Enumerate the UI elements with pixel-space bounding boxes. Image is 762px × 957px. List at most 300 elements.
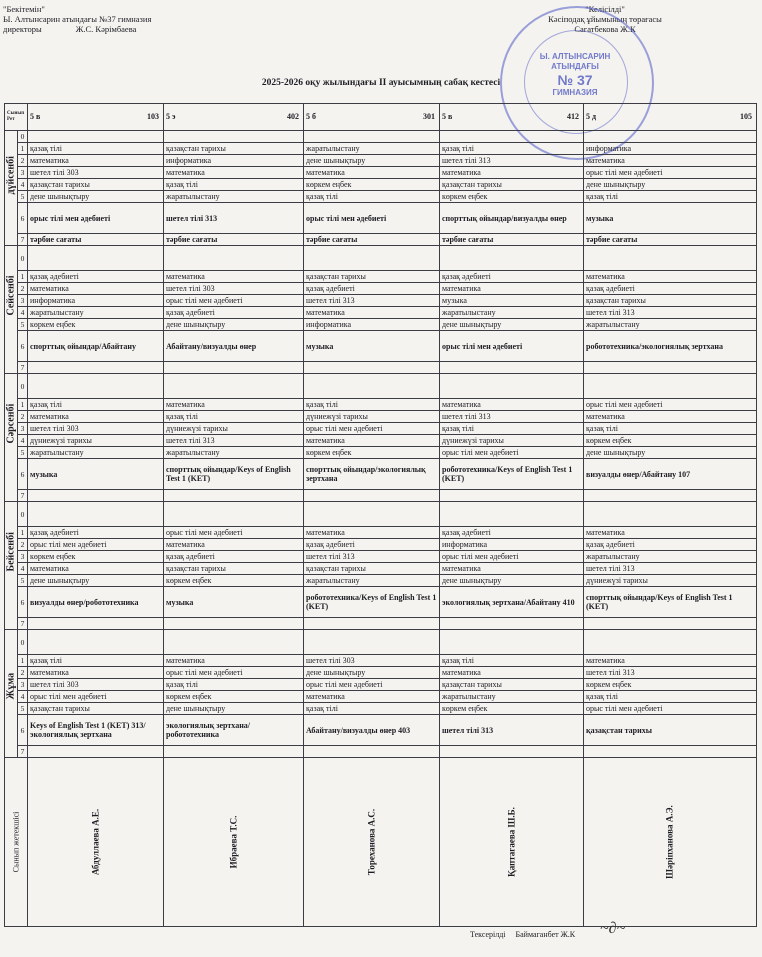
- lesson-cell: тәрбие сағаты: [584, 234, 757, 246]
- stamp-line-2: АТЫНДАҒЫ: [551, 62, 599, 71]
- lesson-row: [5, 539, 757, 551]
- lesson-cell: музыка: [28, 459, 164, 490]
- lesson-cell: математика: [304, 167, 440, 179]
- lesson-cell: [440, 490, 584, 502]
- lesson-row: [5, 715, 757, 746]
- lesson-cell: шетел тілі 303: [28, 679, 164, 691]
- class-teacher-name: Тореханова А.С.: [366, 808, 376, 876]
- approval-org: Ы. Алтынсарин атындағы №37 гимназия: [3, 14, 152, 24]
- lesson-row: [5, 563, 757, 575]
- lesson-number: 5: [18, 703, 28, 715]
- lesson-cell: шетел тілі 303: [28, 167, 164, 179]
- checked-name: Баймаганбет Ж.К: [515, 930, 576, 939]
- lesson-cell: экологиялық зертхана/робототехника: [164, 715, 304, 746]
- lesson-row: [5, 155, 757, 167]
- lesson-number: 5: [18, 191, 28, 203]
- lesson-row: [5, 374, 757, 399]
- lesson-cell: [304, 131, 440, 143]
- lesson-number: 7: [18, 746, 28, 758]
- lesson-cell: визуалды өнер/робототехника: [28, 587, 164, 618]
- lesson-row: [5, 679, 757, 691]
- lesson-cell: шетел тілі 313: [164, 435, 304, 447]
- class-header-cell: [28, 104, 164, 131]
- lesson-cell: дүниежүзі тарихы: [28, 435, 164, 447]
- lesson-cell: тәрбие сағаты: [304, 234, 440, 246]
- lesson-cell: орыс тілі мен әдебиеті: [28, 203, 164, 234]
- lesson-cell: қазақ әдебиеті: [440, 527, 584, 539]
- lesson-cell: [440, 246, 584, 271]
- lesson-cell: қазақ тілі: [164, 411, 304, 423]
- lesson-row: [5, 307, 757, 319]
- schedule-body: [5, 104, 757, 927]
- day-cell: [5, 131, 18, 246]
- lesson-cell: қазақ тілі: [304, 703, 440, 715]
- lesson-row: [5, 703, 757, 715]
- lesson-row: [5, 423, 757, 435]
- lesson-cell: қазақ әдебиеті: [304, 283, 440, 295]
- lesson-cell: қазақ тілі: [164, 679, 304, 691]
- lesson-row: [5, 691, 757, 703]
- lesson-cell: математика: [440, 167, 584, 179]
- lesson-cell: [304, 362, 440, 374]
- lesson-cell: дене шынықтыру: [304, 155, 440, 167]
- lesson-cell: көркем еңбек: [304, 179, 440, 191]
- lesson-cell: робототехника/экологиялық зертхана: [584, 331, 757, 362]
- lesson-cell: дене шынықтыру: [304, 667, 440, 679]
- lesson-number: 7: [18, 362, 28, 374]
- lesson-row: [5, 655, 757, 667]
- agreement-name: Сагатбекова Ж.К: [574, 24, 636, 34]
- lesson-cell: қазақстан тарихы: [304, 563, 440, 575]
- lesson-cell: [584, 131, 757, 143]
- class-teacher-cell: [584, 758, 757, 927]
- lesson-cell: математика: [304, 307, 440, 319]
- lesson-number: 3: [18, 423, 28, 435]
- class-header-cell: [164, 104, 304, 131]
- lesson-number: 4: [18, 179, 28, 191]
- lesson-cell: жаратылыстану: [584, 551, 757, 563]
- lesson-cell: информатика: [304, 319, 440, 331]
- lesson-cell: шетел тілі 313: [440, 715, 584, 746]
- lesson-cell: [28, 502, 164, 527]
- stamp-line-1: Ы. АЛТЫНСАРИН: [539, 52, 611, 61]
- lesson-row: [5, 551, 757, 563]
- lesson-cell: математика: [164, 399, 304, 411]
- lesson-cell: жаратылыстану: [440, 307, 584, 319]
- lesson-number: 2: [18, 667, 28, 679]
- lesson-cell: дене шынықтыру: [584, 179, 757, 191]
- lesson-cell: дүниежүзі тарихы: [584, 575, 757, 587]
- lesson-cell: шетел тілі 313: [304, 295, 440, 307]
- lesson-cell: қазақ тілі: [440, 655, 584, 667]
- lesson-cell: математика: [164, 655, 304, 667]
- lesson-cell: [584, 630, 757, 655]
- lesson-cell: көркем еңбек: [28, 551, 164, 563]
- lesson-cell: орыс тілі мен әдебиеті: [584, 399, 757, 411]
- lesson-cell: [304, 502, 440, 527]
- lesson-number: 1: [18, 143, 28, 155]
- lesson-cell: жаратылыстану: [304, 575, 440, 587]
- lesson-cell: [584, 618, 757, 630]
- class-header: [586, 104, 754, 130]
- lesson-cell: қазақ әдебиеті: [584, 539, 757, 551]
- lesson-cell: информатика: [28, 295, 164, 307]
- class-room: 412: [567, 112, 579, 121]
- lesson-row: [5, 331, 757, 362]
- lesson-cell: көркем еңбек: [440, 703, 584, 715]
- lesson-number: 0: [18, 246, 28, 271]
- lesson-row: [5, 271, 757, 283]
- lesson-cell: математика: [28, 283, 164, 295]
- lesson-cell: жаратылыстану: [28, 307, 164, 319]
- lesson-cell: [164, 362, 304, 374]
- lesson-cell: шетел тілі 313: [584, 563, 757, 575]
- lesson-cell: қазақ тілі: [584, 691, 757, 703]
- lesson-number: 2: [18, 411, 28, 423]
- lesson-number: 3: [18, 551, 28, 563]
- lesson-cell: информатика: [440, 539, 584, 551]
- lesson-row: [5, 319, 757, 331]
- lesson-row: [5, 527, 757, 539]
- lesson-cell: қазақстан тарихы: [584, 295, 757, 307]
- class-teacher-name: Ибраева Т.С.: [228, 815, 238, 869]
- lesson-cell: қазақстан тарихы: [28, 179, 164, 191]
- lesson-cell: орыс тілі мен әдебиеті: [28, 691, 164, 703]
- teachers-row: [5, 758, 757, 927]
- lesson-cell: [28, 246, 164, 271]
- lesson-cell: математика: [584, 271, 757, 283]
- lesson-number: 6: [18, 715, 28, 746]
- lesson-cell: информатика: [164, 155, 304, 167]
- lesson-cell: математика: [440, 563, 584, 575]
- lesson-cell: дүниежүзі тарихы: [164, 423, 304, 435]
- lesson-cell: қазақ тілі: [440, 423, 584, 435]
- agreement-org: Кәсіподақ ұйымының төрағасы: [548, 14, 662, 24]
- class-header-cell: [440, 104, 584, 131]
- class-header: [166, 104, 301, 130]
- footer-checked: [470, 930, 575, 939]
- lesson-cell: шетел тілі 313: [440, 155, 584, 167]
- lesson-row: [5, 447, 757, 459]
- lesson-cell: спорттық ойындар/Keys of English Test 1 (KET): [164, 459, 304, 490]
- lesson-cell: шетел тілі 313: [584, 667, 757, 679]
- lesson-cell: математика: [584, 655, 757, 667]
- agreement-title: "Келісілді": [585, 4, 625, 14]
- lesson-number: 5: [18, 575, 28, 587]
- lesson-cell: музыка: [584, 203, 757, 234]
- lesson-row: [5, 362, 757, 374]
- lesson-cell: [164, 618, 304, 630]
- lesson-cell: математика: [584, 155, 757, 167]
- lesson-row: [5, 411, 757, 423]
- approval-role: [3, 24, 151, 34]
- lesson-number: 6: [18, 587, 28, 618]
- lesson-cell: математика: [28, 563, 164, 575]
- lesson-cell: [304, 490, 440, 502]
- lesson-cell: қазақстан тарихы: [164, 143, 304, 155]
- lesson-number: 0: [18, 502, 28, 527]
- class-header-cell: [584, 104, 757, 131]
- lesson-row: [5, 490, 757, 502]
- lesson-cell: визуалды өнер/Абайтану 107: [584, 459, 757, 490]
- lesson-cell: математика: [28, 155, 164, 167]
- lesson-number: 6: [18, 331, 28, 362]
- lesson-cell: орыс тілі мен әдебиеті: [304, 203, 440, 234]
- lesson-row: [5, 167, 757, 179]
- lesson-cell: математика: [164, 539, 304, 551]
- lesson-number: 5: [18, 319, 28, 331]
- lesson-cell: [304, 618, 440, 630]
- lesson-cell: шетел тілі 303: [164, 283, 304, 295]
- day-cell: [5, 246, 18, 374]
- lesson-number: 0: [18, 374, 28, 399]
- lesson-cell: шетел тілі 313: [304, 551, 440, 563]
- lesson-cell: [584, 746, 757, 758]
- lesson-row: [5, 191, 757, 203]
- checked-label: Тексерілді: [470, 930, 506, 939]
- lesson-cell: қазақ әдебиеті: [440, 271, 584, 283]
- lesson-cell: дене шынықтыру: [28, 575, 164, 587]
- lesson-cell: [28, 746, 164, 758]
- class-room: 301: [423, 112, 435, 121]
- day-cell: [5, 502, 18, 630]
- approval-role-label: директоры: [3, 24, 42, 34]
- lesson-cell: [440, 630, 584, 655]
- lesson-number: 1: [18, 655, 28, 667]
- lesson-number: 3: [18, 167, 28, 179]
- lesson-cell: [164, 490, 304, 502]
- lesson-cell: орыс тілі мен әдебиеті: [584, 703, 757, 715]
- lesson-cell: музыка: [164, 587, 304, 618]
- lesson-number: 2: [18, 155, 28, 167]
- lesson-cell: [304, 630, 440, 655]
- lesson-cell: [584, 490, 757, 502]
- lesson-cell: көркем еңбек: [28, 319, 164, 331]
- lesson-cell: [164, 131, 304, 143]
- day-name: Сейсенбі: [5, 275, 17, 316]
- lesson-cell: дене шынықтыру: [28, 191, 164, 203]
- lesson-row: [5, 630, 757, 655]
- lesson-cell: [164, 246, 304, 271]
- lesson-cell: шетел тілі 313: [440, 411, 584, 423]
- lesson-cell: орыс тілі мен әдебиеті: [584, 167, 757, 179]
- lesson-cell: қазақ әдебиеті: [28, 527, 164, 539]
- class-name: 5 в: [30, 112, 41, 121]
- lesson-row: [5, 179, 757, 191]
- lesson-cell: дене шынықтыру: [164, 319, 304, 331]
- day-name: Жұма: [5, 672, 17, 700]
- lesson-number: 2: [18, 539, 28, 551]
- lesson-cell: тәрбие сағаты: [28, 234, 164, 246]
- lesson-cell: қазақстан тарихы: [164, 563, 304, 575]
- lesson-cell: математика: [28, 667, 164, 679]
- lesson-cell: жаратылыстану: [164, 191, 304, 203]
- lesson-cell: математика: [164, 271, 304, 283]
- lesson-number: 2: [18, 283, 28, 295]
- lesson-cell: қазақ тілі: [584, 191, 757, 203]
- lesson-row: [5, 575, 757, 587]
- lesson-cell: [440, 131, 584, 143]
- class-name: 5 д: [586, 112, 597, 121]
- lesson-row: [5, 143, 757, 155]
- lesson-cell: қазақ әдебиеті: [584, 283, 757, 295]
- lesson-number: 3: [18, 679, 28, 691]
- lesson-cell: қазақстан тарихы: [304, 271, 440, 283]
- lesson-cell: қазақ тілі: [304, 191, 440, 203]
- lesson-number: 7: [18, 234, 28, 246]
- lesson-cell: [164, 746, 304, 758]
- lesson-row: [5, 246, 757, 271]
- lesson-cell: [28, 618, 164, 630]
- lesson-cell: [304, 746, 440, 758]
- schedule-table: [4, 103, 757, 927]
- lesson-cell: математика: [304, 527, 440, 539]
- lesson-cell: қазақстан тарихы: [28, 703, 164, 715]
- lesson-cell: дене шынықтыру: [164, 703, 304, 715]
- lesson-cell: орыс тілі мен әдебиеті: [28, 539, 164, 551]
- lesson-cell: [164, 502, 304, 527]
- lesson-cell: математика: [440, 667, 584, 679]
- signature-mark: ~∂~: [600, 920, 626, 937]
- lesson-cell: дене шынықтыру: [440, 575, 584, 587]
- class-header-row: [5, 104, 757, 131]
- lesson-row: [5, 203, 757, 234]
- lesson-cell: қазақ тілі: [28, 143, 164, 155]
- lesson-cell: музыка: [440, 295, 584, 307]
- stamp-line-3: № 37: [557, 72, 593, 88]
- lesson-cell: [304, 374, 440, 399]
- class-header: [442, 104, 581, 130]
- lesson-number: 5: [18, 447, 28, 459]
- lesson-number: 7: [18, 618, 28, 630]
- lesson-cell: шетел тілі 313: [584, 307, 757, 319]
- lesson-cell: математика: [584, 527, 757, 539]
- class-teacher-cell: [28, 758, 164, 927]
- lesson-cell: жаратылыстану: [28, 447, 164, 459]
- lesson-cell: спорттық ойындар/экологиялық зертхана: [304, 459, 440, 490]
- lesson-cell: [584, 362, 757, 374]
- lesson-cell: Keys of English Test 1 (KET) 313/экологиялық зертхана: [28, 715, 164, 746]
- lesson-cell: [164, 374, 304, 399]
- day-cell: [5, 374, 18, 502]
- lesson-cell: [28, 630, 164, 655]
- lesson-cell: шетел тілі 313: [164, 203, 304, 234]
- page-title: 2025-2026 оқу жылындағы II ауысымның сабақ кестесі: [261, 78, 501, 88]
- lesson-cell: дене шынықтыру: [584, 447, 757, 459]
- lesson-cell: [584, 374, 757, 399]
- lesson-cell: көркем еңбек: [440, 191, 584, 203]
- lesson-cell: [28, 490, 164, 502]
- lesson-cell: қазақ әдебиеті: [28, 271, 164, 283]
- lesson-row: [5, 399, 757, 411]
- class-name: 5 э: [166, 112, 176, 121]
- header-approval: [3, 4, 151, 34]
- lesson-row: [5, 435, 757, 447]
- class-header: [30, 104, 161, 130]
- lesson-cell: орыс тілі мен әдебиеті: [164, 295, 304, 307]
- lesson-cell: математика: [164, 167, 304, 179]
- lesson-number: 7: [18, 490, 28, 502]
- day-name: Сәрсенбі: [5, 403, 17, 444]
- lesson-cell: шетел тілі 303: [304, 655, 440, 667]
- lesson-row: [5, 746, 757, 758]
- class-room: 105: [740, 112, 752, 121]
- lesson-cell: орыс тілі мен әдебиеті: [164, 527, 304, 539]
- lesson-cell: көркем еңбек: [164, 575, 304, 587]
- lesson-row: [5, 295, 757, 307]
- day-name: Бейсенбі: [5, 532, 17, 572]
- lesson-cell: дүниежүзі тарихы: [304, 411, 440, 423]
- lesson-number: 1: [18, 527, 28, 539]
- lesson-row: [5, 618, 757, 630]
- lesson-cell: орыс тілі мен әдебиеті: [440, 447, 584, 459]
- lesson-number: 0: [18, 630, 28, 655]
- lesson-cell: экологиялық зертхана/Абайтану 410: [440, 587, 584, 618]
- lesson-cell: математика: [440, 283, 584, 295]
- lesson-cell: математика: [304, 435, 440, 447]
- lesson-row: [5, 587, 757, 618]
- lesson-cell: орыс тілі мен әдебиеті: [440, 331, 584, 362]
- lesson-cell: [28, 131, 164, 143]
- lesson-row: [5, 283, 757, 295]
- class-teacher-name: Қаптагаева Ш.Б.: [506, 807, 516, 877]
- lesson-cell: қазақ әдебиеті: [304, 539, 440, 551]
- lesson-cell: жаратылыстану: [584, 319, 757, 331]
- lesson-number: 3: [18, 295, 28, 307]
- lesson-cell: қазақ тілі: [28, 399, 164, 411]
- lesson-row: [5, 502, 757, 527]
- lesson-cell: шетел тілі 303: [28, 423, 164, 435]
- class-teacher-name: Шәріпханова А.Э.: [664, 805, 675, 879]
- lesson-cell: [28, 362, 164, 374]
- lesson-cell: спорттық ойындар/визуалды өнер: [440, 203, 584, 234]
- class-teacher-name: Абдуллаева А.Е.: [90, 808, 100, 876]
- lesson-cell: математика: [28, 411, 164, 423]
- lesson-cell: робототехника/Keys of English Test 1 (KET): [304, 587, 440, 618]
- lesson-cell: қазақстан тарихы: [440, 679, 584, 691]
- stamp-line-4: ГИМНАЗИЯ: [552, 88, 598, 97]
- lesson-cell: көркем еңбек: [584, 679, 757, 691]
- lesson-cell: Абайтану/визуалды өнер: [164, 331, 304, 362]
- teachers-label-cell: [5, 758, 28, 927]
- lesson-cell: [440, 618, 584, 630]
- lesson-cell: қазақ тілі: [584, 423, 757, 435]
- lesson-row: [5, 459, 757, 490]
- lesson-cell: қазақстан тарихы: [440, 179, 584, 191]
- lesson-cell: музыка: [304, 331, 440, 362]
- lesson-cell: тәрбие сағаты: [440, 234, 584, 246]
- lesson-cell: [584, 246, 757, 271]
- lesson-cell: орыс тілі мен әдебиеті: [304, 679, 440, 691]
- lesson-cell: орыс тілі мен әдебиеті: [440, 551, 584, 563]
- lesson-cell: жаратылыстану: [304, 143, 440, 155]
- lesson-cell: дене шынықтыру: [440, 319, 584, 331]
- lesson-cell: қазақ тілі: [304, 399, 440, 411]
- lesson-number: 1: [18, 271, 28, 283]
- lesson-cell: спорттық ойындар/Keys of English Test 1 (KET): [584, 587, 757, 618]
- class-name: 5 в: [442, 112, 453, 121]
- lesson-cell: [584, 502, 757, 527]
- lesson-cell: қазақ тілі: [440, 143, 584, 155]
- lesson-cell: математика: [440, 399, 584, 411]
- class-teacher-cell: [164, 758, 304, 927]
- lesson-row: [5, 667, 757, 679]
- lesson-cell: [440, 374, 584, 399]
- lesson-row: [5, 131, 757, 143]
- lesson-cell: спорттық ойындар/Абайтану: [28, 331, 164, 362]
- lesson-number: 6: [18, 459, 28, 490]
- lesson-cell: [304, 246, 440, 271]
